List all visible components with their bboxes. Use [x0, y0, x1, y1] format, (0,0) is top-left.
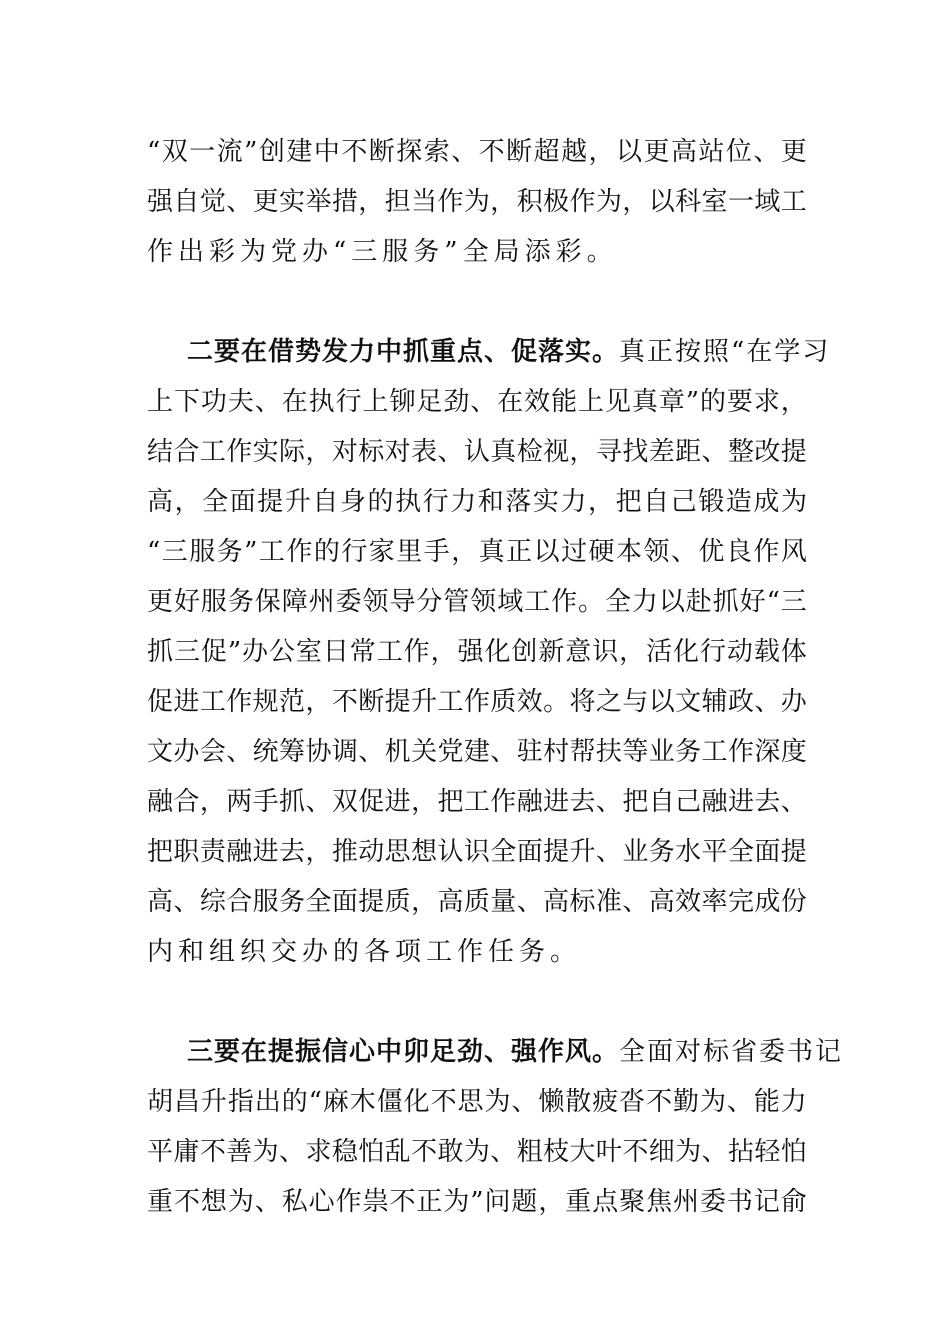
paragraph-2-line-9: 文 办 会 、 统 筹 协 调 、 机 关 党 建 、 驻 村 帮 扶 等 业 务 工 作 深 度 — [147, 737, 807, 767]
paragraph-2-line-6: 更 好 服 务 保 障 州 委 领 导 分 管 领 域 工 作 。 全 力 以 赴 抓 好 “ 三 — [147, 587, 807, 617]
paragraph-3-line-1 — [147, 1036, 844, 1068]
paragraph-2-line-10: 融 合 ， 两 手 抓 、 双 促 进 ， 把 工 作 融 进 去 、 把 自 己 融 进 去 、 — [147, 787, 807, 817]
paragraph-2-line-8: 促 进 工 作 规 范 ， 不 断 提 升 工 作 质 效 。 将 之 与 以 文 辅 政 、 办 — [147, 687, 807, 717]
paragraph-3-line-4: 重 不 想 为 、 私 心 作 祟 不 正 为 ” 问 题 ， 重 点 聚 焦 州 委 书 记 俞 — [147, 1187, 807, 1217]
paragraph-2-line-1-text: 真正按照“在学习 — [619, 337, 831, 367]
paragraph-3-heading: 三要在提振信心中卯足劲、强作风。 — [187, 1037, 620, 1067]
paragraph-2-line-5: “ 三 服 务 ” 工 作 的 行 家 里 手 ， 真 正 以 过 硬 本 领 、 优 良 作 风 — [147, 537, 807, 567]
paragraph-2-line-13: 内和组织交办的各项工作任务。 — [147, 937, 582, 967]
paragraph-2-line-7: 抓 三 促 ” 办 公 室 日 常 工 作 ， 强 化 创 新 意 识 ， 活 化 行 动 载 体 — [147, 637, 807, 667]
paragraph-1-line-1: “ 双 一 流 ” 创 建 中 不 断 探 索 、 不 断 超 越 ， 以 更 高 站 位 、 更 — [147, 137, 807, 167]
paragraph-2-line-2: 上 下 功 夫 、 在 执 行 上 铆 足 劲 、 在 效 能 上 见 真 章 ” 的 要 求 ， — [147, 387, 807, 417]
paragraph-2-line-3: 结 合 工 作 实 际 ， 对 标 对 表 、 认 真 检 视 ， 寻 找 差 距 、 整 改 提 — [147, 437, 807, 467]
paragraph-2-line-4: 高 ， 全 面 提 升 自 身 的 执 行 力 和 落 实 力 ， 把 自 己 锻 造 成 为 — [147, 487, 807, 517]
paragraph-2-heading: 二要在借势发力中抓重点、促落实。 — [187, 337, 620, 367]
paragraph-2-line-12: 高 、 综 合 服 务 全 面 提 质 ， 高 质 量 、 高 标 准 、 高 效 率 完 成 份 — [147, 887, 807, 917]
paragraph-3-line-1-text: 全面对标省委书记 — [619, 1037, 844, 1067]
paragraph-3-line-3: 平 庸 不 善 为 、 求 稳 怕 乱 不 敢 为 、 粗 枝 大 叶 不 细 为 、 拈 轻 怕 — [147, 1137, 807, 1167]
paragraph-1-line-3: 作出彩为党办“三服务”全局添彩。 — [147, 237, 618, 267]
paragraph-1-line-2: 强 自 觉 、 更 实 举 措 ， 担 当 作 为 ， 积 极 作 为 ， 以 科 室 一 域 工 — [147, 187, 807, 217]
paragraph-2-line-1 — [147, 336, 831, 368]
paragraph-2-line-11: 把 职 责 融 进 去 ， 推 动 思 想 认 识 全 面 提 升 、 业 务 水 平 全 面 提 — [147, 837, 807, 867]
paragraph-3-line-2: 胡 昌 升 指 出 的 “ 麻 木 僵 化 不 思 为 、 懒 散 疲 沓 不 勤 为 、 能 力 — [147, 1087, 807, 1117]
